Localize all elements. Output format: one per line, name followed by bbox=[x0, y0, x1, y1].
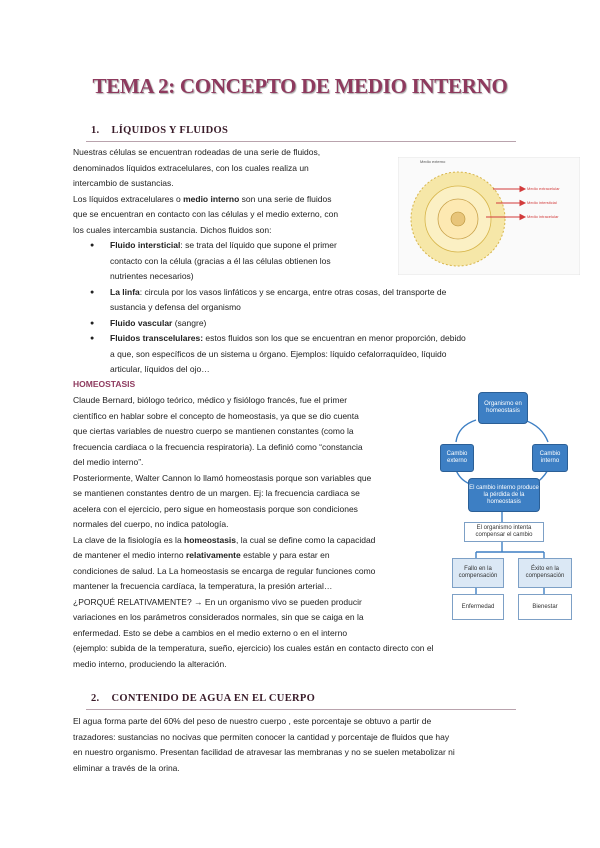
text-span: La clave de la fisiología es la bbox=[73, 534, 185, 545]
section-divider bbox=[86, 141, 516, 142]
text-line bbox=[73, 548, 433, 564]
homeostasis-flow-diagram bbox=[438, 390, 588, 632]
text-line: condiciones de salud. La La homeostasis se encarga de regular funciones como bbox=[73, 565, 376, 576]
text-span: estable y para estar en bbox=[240, 550, 330, 560]
text-line: nutrientes necesarios) bbox=[110, 271, 194, 281]
intro-paragraph bbox=[73, 145, 393, 238]
text-line: medio interno, produciendo la alteración. bbox=[73, 658, 227, 669]
section-number: 1. bbox=[91, 125, 100, 136]
text-span: , la cual se define como la capacidad bbox=[236, 534, 376, 545]
text-line: Claude Bernard, biólogo teórico, médico y fisiólogo francés, fue el primer bbox=[73, 395, 348, 405]
text-span: son una serie de fluidos bbox=[239, 193, 332, 204]
text-line: (ejemplo: subida de la temperatura, sueño, ejercicio) los cuales están en contacto directo con el bbox=[73, 643, 434, 653]
text-line: enfermedad. Esto se debe a cambios en el medio externo o en el interno bbox=[73, 627, 348, 638]
water-paragraph bbox=[73, 714, 533, 776]
text-line: frecuencia cardiaca o la frecuencia respiratoria). La definió como “constancia bbox=[73, 441, 363, 452]
perdida-box: El cambio interno produce la pérdida de la homeostasis bbox=[468, 478, 540, 512]
text-line bbox=[110, 285, 530, 301]
text-span: Los líquidos extracelulares o bbox=[73, 193, 184, 204]
text-line: normales del cuerpo, no indica patología. bbox=[73, 519, 229, 529]
text-span: estos fluidos son los que se encuentran en menor proporción, debido bbox=[203, 333, 466, 343]
text-line: trazadores: sustancias no nocivas que permiten conocer la cantidad y porcentaje de fluidos que hay bbox=[73, 731, 450, 742]
text-line: eliminar a través de la orina. bbox=[73, 762, 180, 773]
text-line bbox=[110, 331, 530, 347]
exito-box: Éxito en la compensación bbox=[518, 558, 572, 588]
bold-term: Fluido vascular bbox=[110, 317, 173, 328]
list-item bbox=[90, 285, 530, 316]
text-span: (sangre) bbox=[172, 317, 207, 328]
text-line: del medio interno”. bbox=[73, 457, 144, 467]
bold-term: homeostasis bbox=[184, 534, 237, 545]
diagram-label: Medio intracelular bbox=[527, 214, 559, 219]
medio-interno-diagram bbox=[398, 157, 580, 275]
organismo-box: Organismo en homeostasis bbox=[478, 392, 528, 424]
section-number: 2. bbox=[91, 693, 100, 704]
list-item bbox=[90, 316, 530, 332]
bold-term: La linfa bbox=[110, 286, 140, 297]
section-label: LÍQUIDOS Y FLUIDOS bbox=[111, 125, 229, 136]
homeostasis-heading: HOMEOSTASIS bbox=[73, 379, 136, 389]
bold-term: relativamente bbox=[185, 550, 241, 560]
text-line: Nuestras células se encuentran rodeadas de una serie de fluidos, bbox=[73, 147, 321, 157]
section-1-heading bbox=[91, 125, 228, 136]
text-line: variaciones en los parámetros considerados normales, sin que se caiga en la bbox=[73, 612, 364, 622]
page-title: TEMA 2: CONCEPTO DE MEDIO INTERNO bbox=[92, 74, 508, 98]
text-line: en nuestro organismo. Presentan facilidad de atravesar las membranas y no se suelen metabolizar ni bbox=[73, 747, 455, 757]
text-line: El agua forma parte del 60% del peso de nuestro cuerpo , este porcentaje se obtuvo a partir de bbox=[73, 716, 432, 726]
diagram-label: Medio extracelular bbox=[527, 186, 560, 191]
bold-term: Fluidos transcelulares: bbox=[110, 333, 204, 343]
cambio-interno-box: Cambio interno bbox=[532, 444, 568, 472]
text-line: científico en hablar sobre el concepto de homeostasis, ya que se dio cuenta bbox=[73, 410, 359, 421]
text-line: mantener la frecuencia cardíaca, la temperatura, la presión arterial… bbox=[73, 581, 333, 591]
enfermedad-box: Enfermedad bbox=[452, 594, 504, 620]
text-line bbox=[73, 533, 433, 549]
text-line: a que, son específicos de un sistema u órgano. Ejemplos: líquido cefalorraquídeo, líquido bbox=[110, 348, 447, 359]
text-line: acelera con el ejercicio, pero sigue en homeostasis porque son condiciones bbox=[73, 503, 358, 514]
text-line: Posteriormente, Walter Cannon lo llamó homeostasis porque son variables que bbox=[73, 472, 372, 483]
bold-term: medio interno bbox=[183, 193, 240, 204]
list-item bbox=[90, 331, 530, 378]
text-line: que ciertas variables de nuestro cuerpo se mantienen constantes (como la bbox=[73, 426, 354, 436]
cambio-externo-box: Cambio externo bbox=[440, 444, 474, 472]
text-span: : se trata del líquido que supone el primer bbox=[180, 240, 337, 250]
text-line: sustancia y defensa del organismo bbox=[110, 302, 241, 312]
text-line bbox=[73, 192, 393, 208]
section-2-heading bbox=[91, 693, 315, 704]
fallo-box: Fallo en la compensación bbox=[452, 558, 504, 588]
text-line bbox=[110, 316, 530, 332]
compensar-box: El organismo intenta compensar el cambio bbox=[464, 522, 544, 542]
text-line: contacto con la célula (gracias a él las células obtienen los bbox=[110, 255, 331, 266]
section-divider bbox=[86, 709, 516, 710]
text-line: denominados líquidos extracelulares, con los cuales realiza un bbox=[73, 162, 309, 173]
text-span: de mantener el medio interno bbox=[73, 550, 186, 560]
section-label: CONTENIDO DE AGUA EN EL CUERPO bbox=[111, 693, 316, 704]
bienestar-box: Bienestar bbox=[518, 594, 572, 620]
text-line: articular, líquidos del ojo… bbox=[110, 364, 210, 374]
diagram-label: Medio intersticial bbox=[527, 200, 557, 205]
text-line: se mantienen constantes dentro de un margen. Ej: la frecuencia cardiaca se bbox=[73, 488, 360, 498]
homeostasis-paragraph bbox=[73, 393, 433, 672]
bold-term: Fluido intersticial bbox=[110, 240, 181, 250]
text-line: los cuales intercambia sustancia. Dichos fluidos son: bbox=[73, 224, 272, 235]
text-line: que se encuentran en contacto con las células y el medio externo, con bbox=[73, 209, 339, 219]
diagram-top-label: Medio externo bbox=[420, 159, 446, 164]
text-span: : circula por los vasos linfáticos y se encarga, entre otras cosas, del transporte de bbox=[139, 286, 447, 297]
text-line: ¿PORQUÉ RELATIVAMENTE? → En un organismo vivo se pueden producir bbox=[73, 596, 362, 607]
text-line bbox=[110, 238, 400, 254]
text-line: intercambio de sustancias. bbox=[73, 178, 174, 188]
